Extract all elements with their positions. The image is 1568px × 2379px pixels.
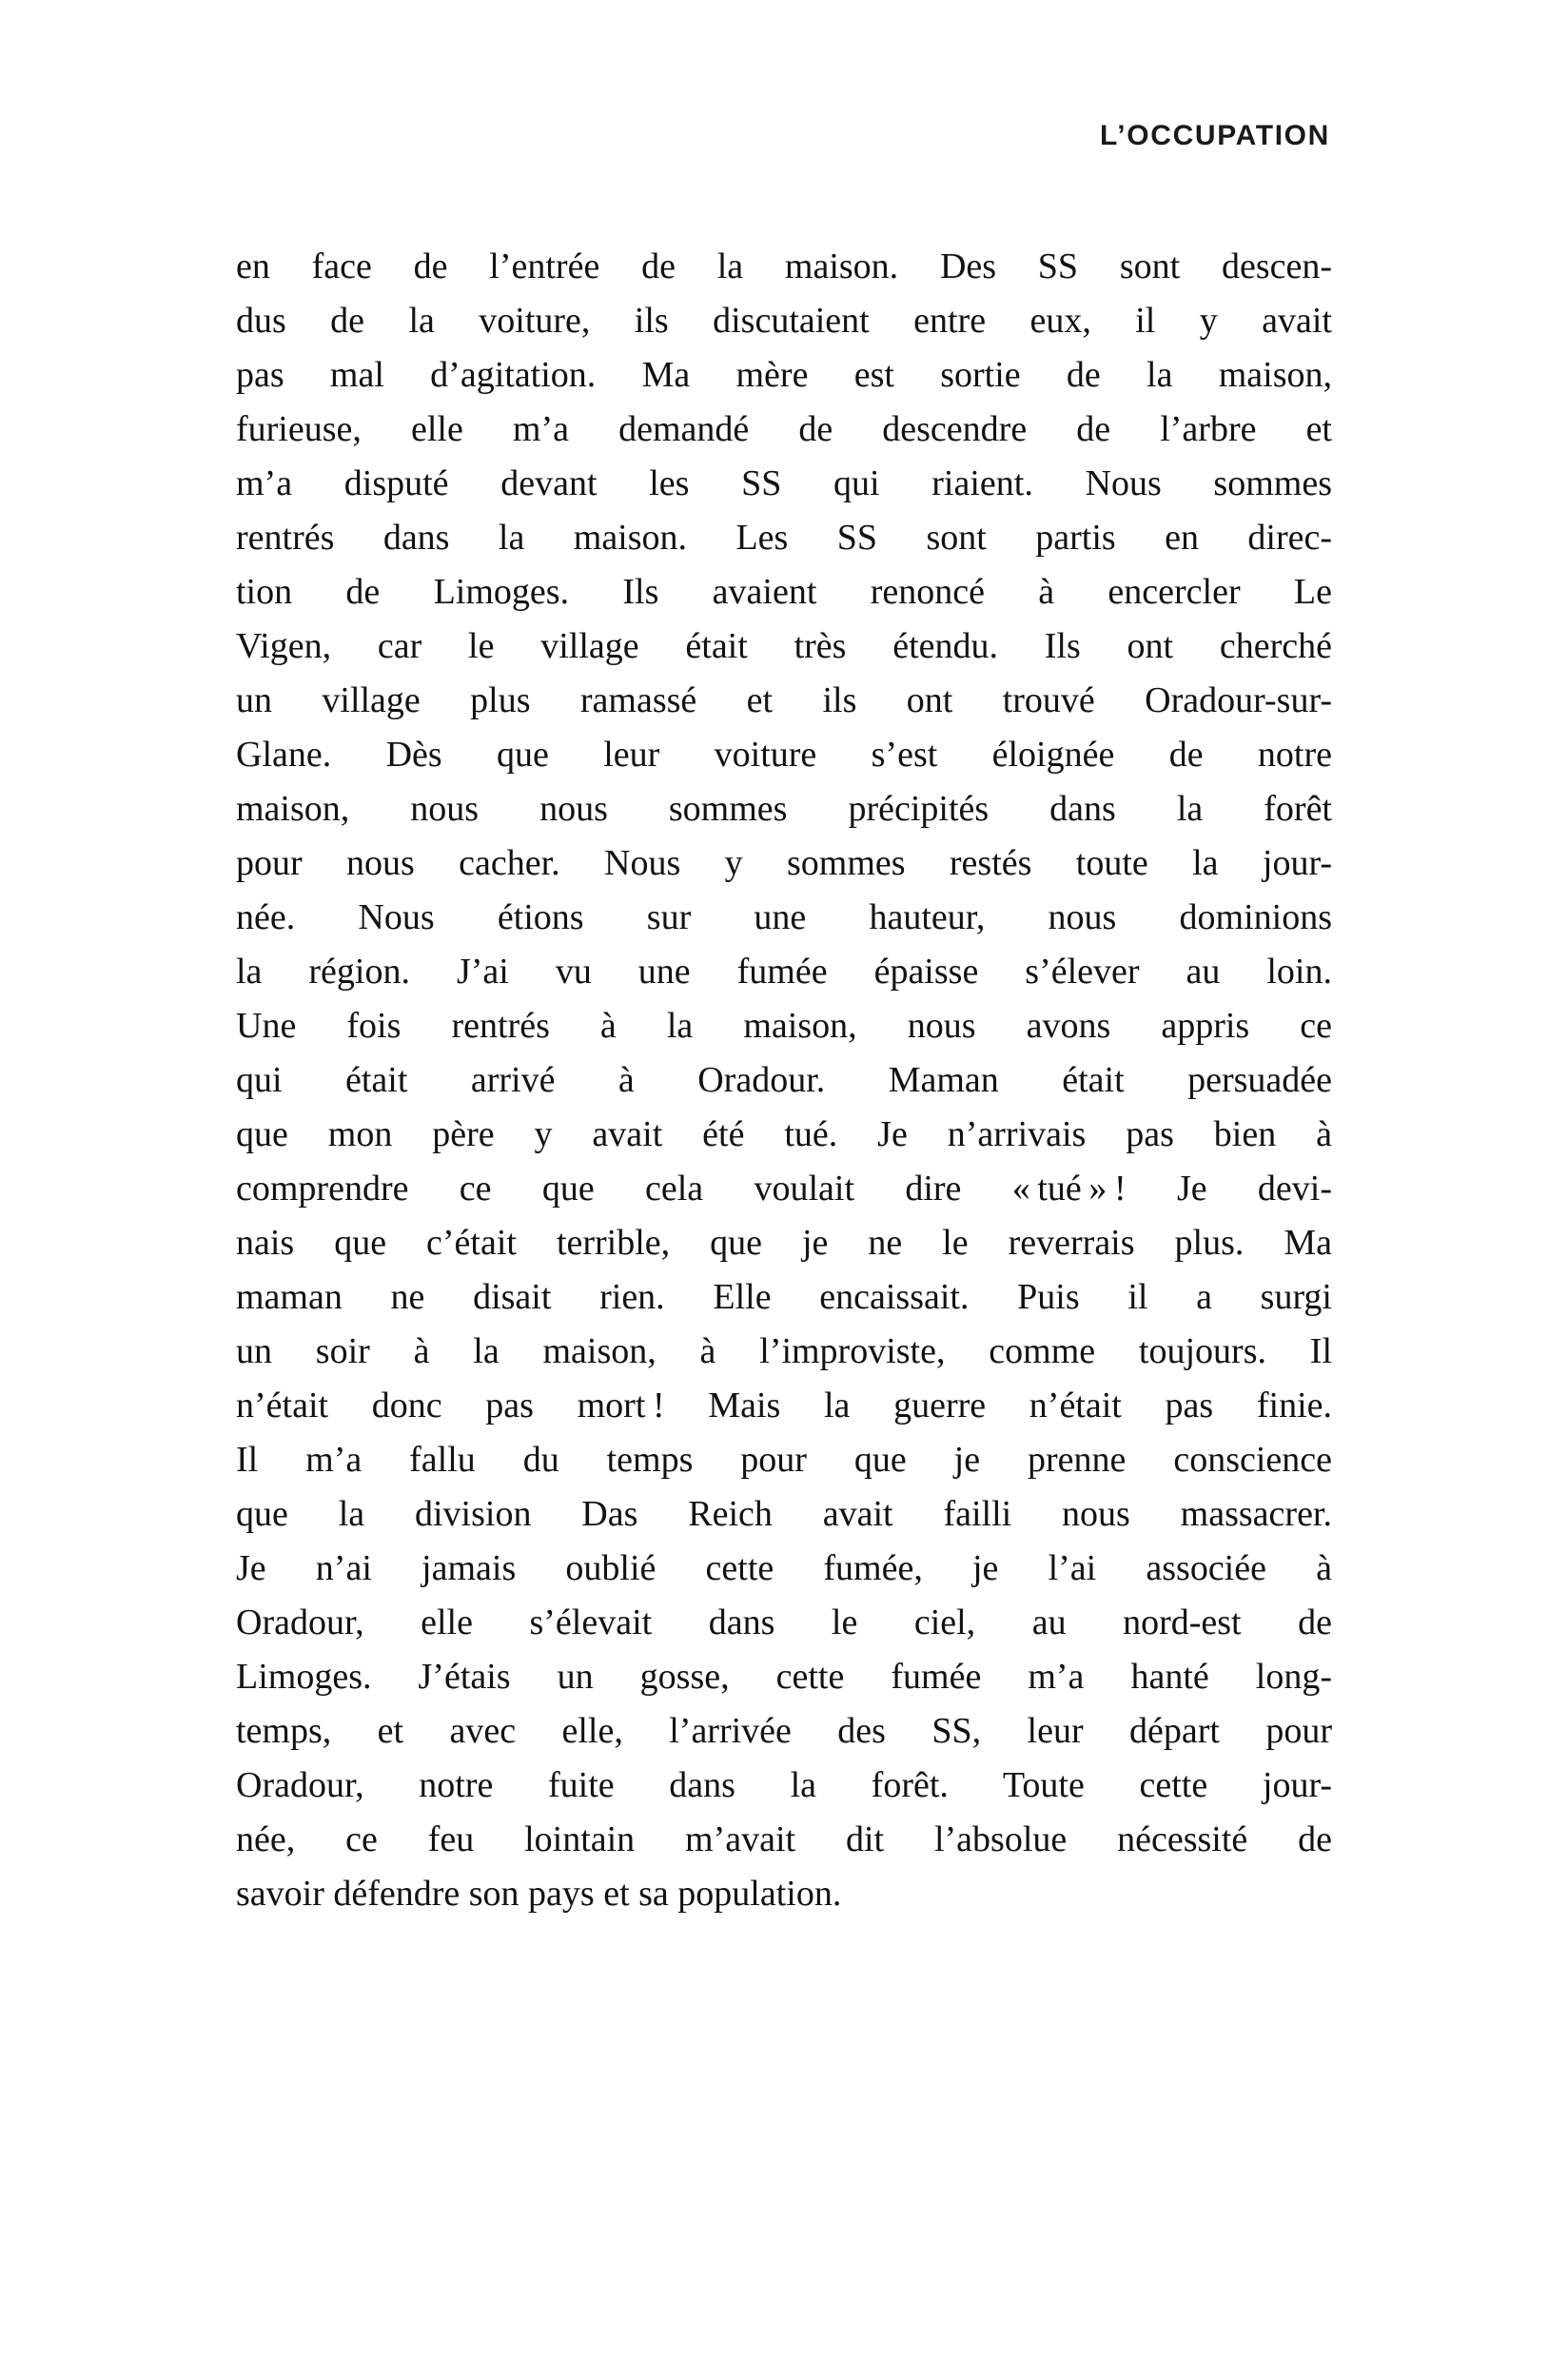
text-line: un soir à la maison, à l’improviste, comme toujours. Il [236,1331,1332,1371]
text-line: dus de la voiture, ils discutaient entre eux, il y avait [236,301,1332,341]
text-line: savoir défendre son pays et sa population. [236,1874,842,1914]
text-line: Oradour, elle s’élevait dans le ciel, au nord-est de [236,1602,1332,1642]
text-line: que mon père y avait été tué. Je n’arrivais pas bien à [236,1114,1332,1154]
text-line: la région. J’ai vu une fumée épaisse s’élever au loin. [236,952,1332,992]
text-line: Oradour, notre fuite dans la forêt. Toute cette jour- [236,1765,1332,1805]
text-line: maison, nous nous sommes précipités dans la forêt [236,789,1332,829]
text-line: un village plus ramassé et ils ont trouvé Oradour-sur- [236,680,1332,720]
text-line: pas mal d’agitation. Ma mère est sortie de la maison, [236,355,1332,395]
text-line: en face de l’entrée de la maison. Des SS sont descen- [236,246,1332,286]
text-line: Une fois rentrés à la maison, nous avons appris ce [236,1006,1332,1046]
text-line: qui était arrivé à Oradour. Maman était persuadée [236,1060,1332,1100]
text-line: temps, et avec elle, l’arrivée des SS, leur départ pour [236,1711,1332,1751]
text-line: nais que c’était terrible, que je ne le reverrais plus. Ma [236,1223,1332,1263]
text-line: pour nous cacher. Nous y sommes restés toute la jour- [236,843,1332,883]
text-line: née, ce feu lointain m’avait dit l’absolue nécessité de [236,1819,1332,1859]
text-line: Vigen, car le village était très étendu. Ils ont cherché [236,626,1332,666]
text-line: que la division Das Reich avait failli nous massacrer. [236,1494,1332,1534]
text-line: Je n’ai jamais oublié cette fumée, je l’ai associée à [236,1548,1332,1588]
text-line: Limoges. J’étais un gosse, cette fumée m’a hanté long- [236,1657,1332,1697]
text-line: Glane. Dès que leur voiture s’est éloignée de notre [236,735,1332,775]
text-line: m’a disputé devant les SS qui riaient. Nous sommes [236,463,1332,503]
running-header-title: L’OCCUPATION [1099,120,1330,151]
text-line: rentrés dans la maison. Les SS sont partis en direc- [236,518,1332,558]
body-paragraph [236,240,1332,1921]
text-line: maman ne disait rien. Elle encaissait. Puis il a surgi [236,1277,1332,1317]
body-text-column [236,240,1332,1921]
text-line: Il m’a fallu du temps pour que je prenne conscience [236,1440,1332,1480]
text-line: comprendre ce que cela voulait dire « tué » ! Je devi- [236,1169,1332,1209]
text-line: tion de Limoges. Ils avaient renoncé à encercler Le [236,572,1332,612]
text-line: n’était donc pas mort ! Mais la guerre n’était pas finie. [236,1386,1332,1425]
text-line: née. Nous étions sur une hauteur, nous dominions [236,897,1332,937]
text-line: furieuse, elle m’a demandé de descendre de l’arbre et [236,409,1332,449]
